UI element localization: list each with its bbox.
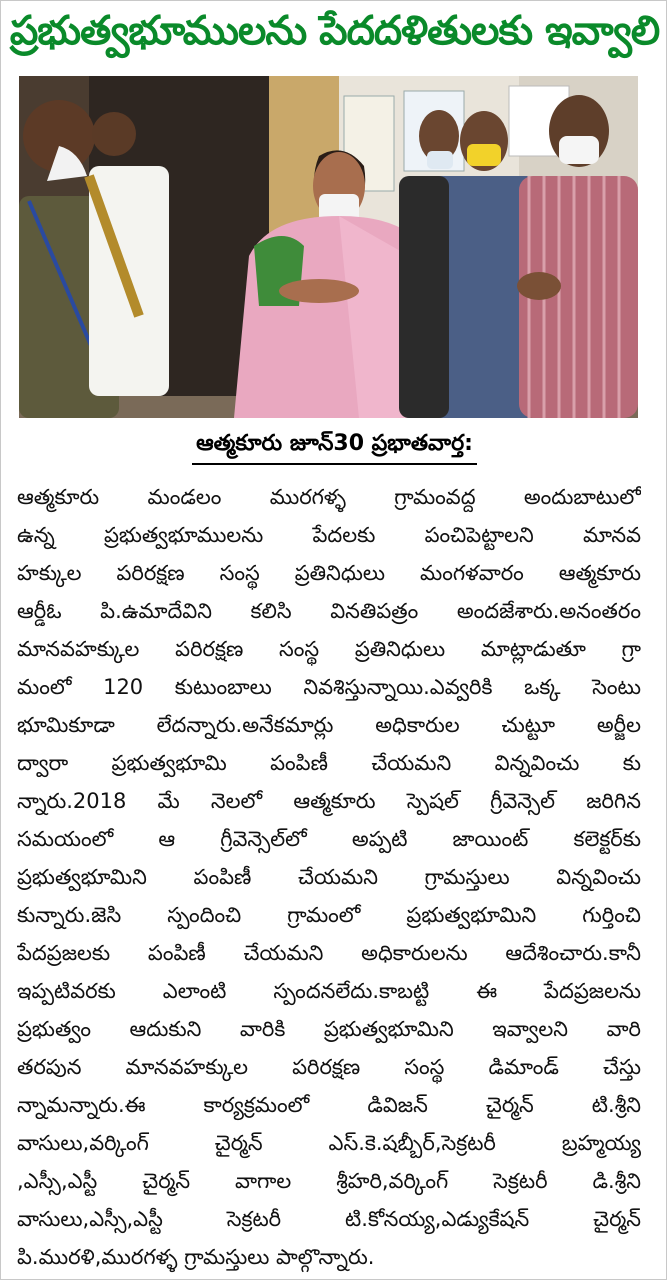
article-line: పేదప్రజలకు పంపిణీ చేయమని అధికారులను ఆదేశించారు.కానీ (17, 941, 641, 965)
article-line: సమయంలో ఆ గ్రీవెన్సెల్‌లో అప్పటి జాయింట్ కలెక్టర్‌కు (17, 827, 641, 851)
article-line: భూమికూడా లేదన్నారు.అనేకమార్లు అధికారుల చుట్టూ అర్జీల (17, 713, 641, 737)
article-line: ,ఎస్సీ,ఎస్టీ చైర్మన్ వాగాల శ్రీహరి,వర్కింగ్ సెక్రటరీ డి.శ్రీని (17, 1169, 641, 1193)
article-line: ఆర్డీఓ పి.ఉమాదేవిని కలిసి వినతిపత్రం అందజేశారు.అనంతరం (17, 599, 641, 623)
dateline-container (1, 429, 667, 467)
article-line: ఆత్మకూరు మండలం మురగళ్ళ గ్రామంవద్ద అందుబాటులో (17, 485, 641, 509)
article-line: ఇప్పటివరకు ఎలాంటి స్పందనలేదు.కాబట్టి ఈ పేదప్రజలను (17, 979, 641, 1003)
article-line: ద్వారా ప్రభుత్వభూమి పంపిణీ చేయమని విన్నవించు కు (17, 751, 641, 775)
dateline: ఆత్మకూరు జూన్30 ప్రభాతవార్త: (192, 431, 477, 465)
news-photo (19, 76, 638, 418)
news-photo-illustration (19, 76, 638, 418)
article-line: వాసులు,వర్కింగ్ చైర్మన్ ఎస్.కె.షబ్బీర్,సెక్రటరీ బ్రహ్మయ్య (17, 1131, 641, 1155)
article-line: కున్నారు.జెసి స్పందించి గ్రామంలో ప్రభుత్వభూమిని గుర్తించి (17, 903, 641, 927)
article-line: మానవహక్కుల పరిరక్షణ సంస్థ ప్రతినిధులు మాట్లాడుతూ గ్రా (17, 637, 641, 661)
article-line: మంలో 120 కుటుంబాలు నివశిస్తున్నాయి.ఎవ్వరికి ఒక్క సెంటు (17, 675, 641, 699)
article-line: ప్రభుత్వం ఆదుకుని వారికి ప్రభుత్వభూమిని ఇవ్వాలని వారి (17, 1017, 641, 1041)
article-line: న్నామన్నారు.ఈ కార్యక్రమంలో డివిజన్ చైర్మన్ టి.శ్రీని (17, 1093, 641, 1117)
article-body (17, 479, 641, 1279)
headline: ప్రభుత్వభూములను పేదదళితులకు ఇవ్వాలి (9, 8, 660, 54)
article-line: వాసులు,ఎస్సీ,ఎస్టీ సెక్రటరీ టి.కోనయ్య,ఎడ్యుకేషన్ చైర్మన్ (17, 1207, 641, 1231)
article-line: ఉన్న ప్రభుత్వభూములను పేదలకు పంచిపెట్టాలని మానవ (17, 523, 641, 547)
article-line-last: పి.మురళి,మురగళ్ళ గ్రామస్తులు పాల్గొన్నారు. (17, 1245, 375, 1269)
article-line: తరపున మానవహక్కుల పరిరక్షణ సంస్థ డిమాండ్ చేస్తు (17, 1055, 641, 1079)
article-line: హక్కుల పరిరక్షణ సంస్థ ప్రతినిధులు మంగళవారం ఆత్మకూరు (17, 561, 641, 585)
article-line: న్నారు.2018 మే నెలలో ఆత్మకూరు స్పెషల్ గ్రీవెన్సెల్ జరిగిన (17, 789, 641, 813)
article-line: ప్రభుత్వభూమిని పంపిణీ చేయమని గ్రామస్తులు విన్నవించు (17, 865, 641, 889)
